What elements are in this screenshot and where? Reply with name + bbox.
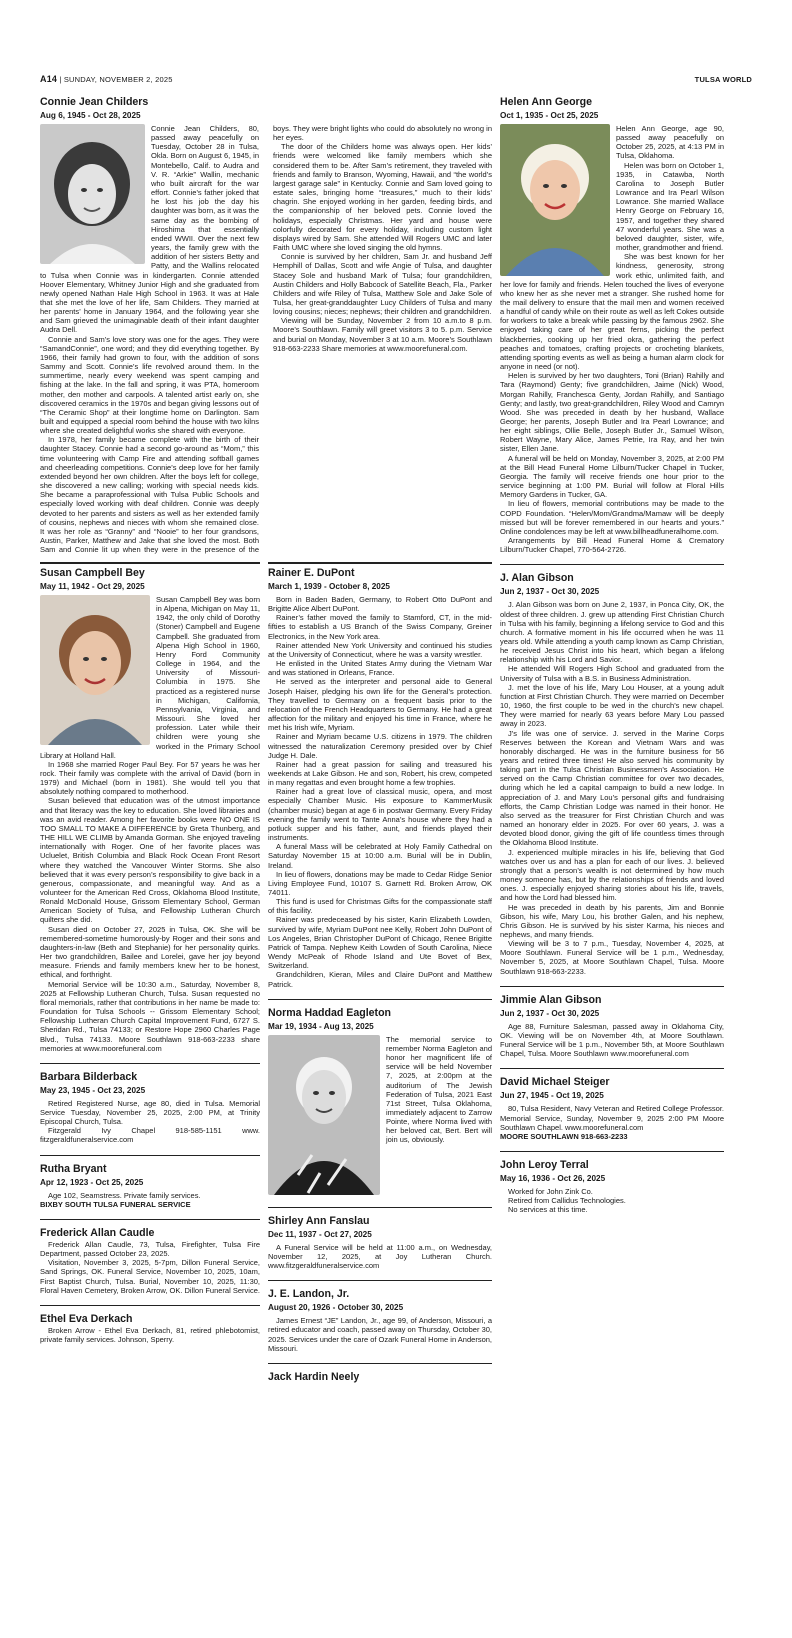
obit-fanslau bbox=[268, 1214, 492, 1270]
obit-name: Connie Jean Childers bbox=[40, 96, 149, 108]
column-2 bbox=[268, 566, 492, 1596]
divider bbox=[268, 999, 492, 1000]
obit-name: Ethel Eva Derkach bbox=[40, 1312, 133, 1325]
divider bbox=[40, 1305, 260, 1306]
obit-paragraph: J. Alan Gibson was born on June 2, 1937, in Ponca City, OK, the oldest of three children. J. grew up attending First Christian Church in Tulsa with his family, beginning a lifelong service to God and this church. A formative moment in his life occurred when he was 11 years old. While attending a youth camp known as Camp Christian, he received Jesus Christ into his heart, which began a lifelong relationship with his Lord and Savior. bbox=[500, 600, 724, 665]
obit-dates: May 11, 1942 - Oct 29, 2025 bbox=[40, 582, 145, 591]
obit-paragraph: Born in Baden Baden, Germany, to Robert Otto DuPont and Brigitte Alice Albert DuPont. bbox=[268, 595, 492, 614]
obit-bryant bbox=[40, 1162, 260, 1209]
obit-paragraph: Fitzgerald Ivy Chapel 918-585-1151 www. fitzgeraldfuneralservice.com bbox=[40, 1126, 260, 1145]
obit-paragraph: He was preceded in death by his parents, Jim and Bonnie Gibson, his wife, Mary Lou, his brother Galen, and his nephew, Chris Gibson. He is survived by his sister Karma, his nieces and nephews, and many friends. bbox=[500, 902, 724, 939]
separator: | bbox=[59, 75, 64, 84]
obit-paragraph: Age 88, Furniture Salesman, passed away in Oklahoma City, OK. Viewing will be on November 4th, at Moore Southlawn. Funeral Service will be 1 p.m., November 5th, at Moore Southlawn Chapel, Tulsa. Moore Southlawn www.moorefuneral.com bbox=[500, 1021, 724, 1059]
obit-paragraph: Age 102, Seamstress. Private family services. bbox=[48, 1190, 201, 1200]
obit-dates: Jun 2, 1937 - Oct 30, 2025 bbox=[500, 1008, 600, 1018]
obit-dupont bbox=[268, 566, 492, 989]
portrait-photo bbox=[268, 1035, 380, 1195]
obit-name: Jimmie Alan Gibson bbox=[500, 993, 602, 1006]
obit-dates: August 20, 1926 - October 30, 2025 bbox=[268, 1303, 404, 1313]
obit-paragraph: Arrangements by Bill Head Funeral Home & Crematory Lilburn/Tucker Chapel, 770-564-2726. bbox=[500, 536, 724, 555]
obit-paragraph: In lieu of flowers, donations may be made to Cedar Ridge Senior Living Employee Fund, 10107 S. Garnett Rd. Broken Arrow, OK 74011. bbox=[268, 869, 492, 897]
obit-paragraph: Rainer and Myriam became U.S. citizens in 1979. The children witnessed the naturalization Ceremony presided over by Chief Judge H. Dale. bbox=[268, 732, 492, 760]
obit-name: John Leroy Terral bbox=[500, 1159, 589, 1171]
obit-paragraph: Memorial Service will be 10:30 a.m., Saturday, November 8, 2025 at Fellowship Lutheran Church, Tulsa. Susan requested no floral memorials, rather that contributions in her name be made to: Foundation for Tulsa Schools -- Grissom Elementary School; Fellowship Lutheran Church Capital Improvement Fund, 6727 S. Sheridan Rd., Tulsa 74133; or Restore Hope 2960 Charles Page Blvd., Tulsa 74133. Moore Southlawn 918-663-2233 share memories at www.moorefuneral.com bbox=[40, 979, 260, 1053]
obit-paragraph: In 1978, her family became complete with the birth of their daughter Stacey. Connie had a second go-around as “Mom,” this time volunteering with Camp Fire and attending softball games and cheerleading competitions. Connie’s deep love for her family extended beyond her own children. After the boys left for college, she discovered a new calling; working with special needs kids. She became a paraprofessional with Tulsa Public Schools and especially loved working with deaf children. Connie was deeply devoted to her parents and sisters as well as her extended family of cousins, nephews and nieces with whom she remained close. It was her role as “Granny” and “Nooie” to her four grandsons, Austin, Parker, Matthew and Jake that she loved the most. Both Sam and Connie lit up when they were in the presence of the boys. They were bright lights who could do absolutely no wrong in her eyes. bbox=[40, 124, 492, 555]
divider bbox=[40, 1063, 260, 1064]
obit-dates: Jun 27, 1945 - Oct 19, 2025 bbox=[500, 1091, 604, 1101]
obit-paragraph: In 1968 she married Roger Paul Bey. For 57 years he was her rock. Their family was complete with the arrival of David (born in 1979) and Michael (born in 1981). She would tell you that absolutely nothing compared to motherhood. bbox=[40, 759, 260, 797]
portrait-photo bbox=[500, 124, 610, 276]
obit-paragraph: Rainer had a great passion for sailing and treasured his weekends at Lake Gibson. He and son, Robert, his crew, competed in many regattas and even brought home a few trophies. bbox=[268, 759, 492, 788]
obit-paragraph: Rainer had a great love of classical music, opera, and most especially Chamber Music. His exposure to KammerMusik (chamber music) began at age 6 in postwar Germany. Every Friday evening the family went to Tante Anna’s house where they had a potluck supper and his father, aunt, and friends played their instruments. bbox=[268, 787, 492, 843]
obit-paragraph: Retired Registered Nurse, age 80, died in Tulsa. Memorial Service Tuesday, November 25, 2025, 2:00 PM, at Trinity Episcopal Church, Tulsa. bbox=[40, 1098, 260, 1127]
obit-name: Frederick Allan Caudle bbox=[40, 1226, 155, 1239]
obit-paragraph: 80, Tulsa Resident, Navy Veteran and Retired College Professor. Memorial Service, Sunday, November 9, 2025 2:00 PM Moore Southlawn Chapel. www.moorefuneral.com bbox=[500, 1104, 724, 1132]
obit-childers bbox=[40, 95, 492, 560]
obit-bilderback bbox=[40, 1070, 260, 1145]
divider bbox=[40, 1155, 260, 1156]
obit-paragraph: Worked for John Zink Co. bbox=[508, 1187, 593, 1196]
obit-paragraph: She was best known for her kindness, generosity, strong work ethic, unlimited faith, and her love for family and friends. Helen touched the lives of everyone who knew her as she never met a stranger. She rushed home for the mail delivery to ensure that the mail men and women received a handful of candy while on their route as well as left Cokes outside for workers to take a break while passing by the famous 2962. She enjoyed taking care of her great ferns, picking the perfect blackberries, cooking up her fried okra, gathering the perfect peaches and tomatoes, crafting projects or crocheting blankets, attending sporting events as well as being a human alarm clock for anyone in need (or not). bbox=[500, 252, 724, 372]
obit-paragraph: He served as the interpreter and personal aide to General Joseph Haiser, pledging his own life for the General’s protection. They travelled to Germany on a frequent basis prior to the relocation of the French Headquarters to Germany. He had a great affection for the military and enjoyed his time in France, where he met his Irish wife, Myriam. bbox=[268, 677, 492, 733]
obit-paragraph: Broken Arrow - Ethel Eva Derkach, 81, retired phlebotomist, private family services. Johnson, Sperry. bbox=[40, 1325, 260, 1344]
obit-paragraph: Frederick Allan Caudle, 73, Tulsa, Firefighter, Tulsa Fire Department, passed October 23, 2025. bbox=[40, 1239, 260, 1259]
obit-paragraph: Connie Jean Childers, 80, passed away peacefully on Tuesday, October 28 in Tulsa, Okla. Born on August 6, 1945, in Montebello, Calif. to Audra and V. R. “Arkie” Wallin, mechanic who built aircraft for the war effort. Connie’s father joked that he lost his job the day his daughter was born, as it was the same day as the bombing of Hiroshima that essentially ended WWII. Over the next few years, the family grew with the addition of her sisters Betty and Patty, and the Wallins relocated to Tulsa when Connie was in kindergarten. Connie attended Hoover Elementary, Whitney Junior High and she graduated from newly opened Nathan Hale High School in 1963. It was at Hale that she met the love of her life, Sam Childers. They married at her parents’ home in January 1964, and the following year she and Sam grieved the unimaginable death of their infant daughter Audra Dell. bbox=[40, 124, 259, 335]
obit-bey bbox=[40, 566, 260, 1053]
obit-paragraph: He attended Will Rogers High School and graduated from the University of Tulsa with a B.S. in Business Administration. bbox=[500, 664, 724, 683]
obit-paragraph: Rainer was predeceased by his sister, Karin Elizabeth Lowden, survived by wife, Myriam DuPont nee Kelly, Robert John DuPont of Los Angeles, Brian Christopher DuPont of Chicago, Renee Brigitte Patrick of Tampa. Nephew Keith Lowden of South Carolina, Niece Wendy McPeak of Rhode Island and Ute Bovet of Bex, Switzerland. bbox=[268, 915, 492, 971]
obit-paragraph: Susan died on October 27, 2025 in Tulsa, OK. She will be remembered-sometime humorously-by Roger and their sons and daughters-in-law (Beth and Stephanie) for her personality quirks. Her two grandchildren, Bailee and Lorelei, gave her joy beyond measure. Friends and family members knew her to be honest, ethical, and forthright. bbox=[40, 924, 260, 980]
obit-eagleton bbox=[268, 1006, 492, 1197]
obit-dates: Jun 2, 1937 - Oct 30, 2025 bbox=[500, 587, 600, 597]
obit-dates: Oct 1, 1935 - Oct 25, 2025 bbox=[500, 111, 599, 120]
divider bbox=[40, 562, 260, 564]
obit-name: J. Alan Gibson bbox=[500, 572, 574, 585]
divider bbox=[500, 986, 724, 987]
divider bbox=[268, 562, 492, 564]
obit-paragraph: A Funeral Service will be held at 11:00 a.m., on Wednesday, November 12, 2025, at Joy Lutheran Church. www.fitzgeraldfuneralservice.com bbox=[268, 1242, 492, 1271]
obit-name: Shirley Ann Fanslau bbox=[268, 1214, 370, 1227]
obit-dates: Mar 19, 1934 - Aug 13, 2025 bbox=[268, 1021, 374, 1031]
column-3 bbox=[500, 95, 724, 1595]
funeral-home: MOORE SOUTHLAWN 918-663-2233 bbox=[500, 1131, 628, 1141]
obit-paragraph: Connie is survived by her children, Sam Jr. and husband Jeff Hemphill of Dallas, Scott and wife Angie of Tulsa, and daughter Stacey Sole and husband Mark of Tulsa; four grandchildren, Austin Childers and Holly Babcock of Satellite Beach, Fla., Parker Childers and wife Riley of Tulsa, Matthew Sole and Jake Sole of Tulsa, her great-granddaughter Lucy Childers of Tulsa and many loving cousins; nieces; nephews; their children and grandchildren. bbox=[273, 252, 492, 317]
obit-paragraph: Viewing will be Sunday, November 2 from 10 a.m.to 8 p.m. Moore’s Southlawn. Family will greet visitors 3 to 5. p.m. Service and burial on Monday, November 3 at 10 a.m. Moore’s Southlawn 918-663-2233 Share memories at www.moorefuneral.com. bbox=[273, 316, 492, 353]
obit-paragraph: The memorial service to remember Norma Eagleton and honor her magnificent life of service will be held November 7, 2025, at 2:00pm at the auditorium of The Jewish Federation of Tulsa, 2021 East 71st Street, Tulsa Oklahoma, immediately adjacent to Zarrow Pointe, where Norma lived with her beloved cat, Bert. Bert will join us, obviously. bbox=[386, 1034, 492, 1145]
issue-date: SUNDAY, NOVEMBER 2, 2025 bbox=[63, 75, 173, 84]
obit-dates: Dec 11, 1937 - Oct 27, 2025 bbox=[268, 1229, 372, 1239]
obit-landon bbox=[268, 1287, 492, 1353]
obit-name: Rainer E. DuPont bbox=[268, 567, 355, 579]
obit-paragraph: Retired from Callidus Technologies. bbox=[508, 1196, 626, 1206]
page-number: A14 bbox=[40, 74, 58, 84]
portrait-photo bbox=[40, 595, 150, 745]
obit-paragraph: Helen Ann George, age 90, passed away peacefully on October 25, 2025, at 4:13 PM in Tulsa, Oklahoma. bbox=[616, 124, 724, 161]
page-folio bbox=[40, 74, 752, 86]
obit-paragraph: Helen was born on October 1, 1935, in Catawba, North Carolina to Joseph Butler Lowrance and Ira Pearl Wilson Lowrance. She married Wallace Henry George on February 16, 1957, and together they shared 47 wonderful years. She was a beloved daughter, sister, wife, mother, grandmother and friend. bbox=[616, 160, 724, 253]
obit-name: Jack Hardin Neely bbox=[268, 1370, 360, 1383]
obit-dates: Apr 12, 1923 - Oct 25, 2025 bbox=[40, 1177, 144, 1187]
obit-derkach bbox=[40, 1312, 260, 1344]
obit-dates: Aug 6, 1945 - Oct 28, 2025 bbox=[40, 111, 141, 120]
obit-name: Norma Haddad Eagleton bbox=[268, 1006, 392, 1019]
obit-name: Barbara Bilderback bbox=[40, 1070, 138, 1083]
obit-name: David Michael Steiger bbox=[500, 1076, 610, 1089]
obit-neely bbox=[268, 1370, 492, 1384]
obit-steiger bbox=[500, 1075, 724, 1141]
obit-dates: May 16, 1936 - Oct 26, 2025 bbox=[500, 1174, 606, 1183]
obit-paragraph: Rainer’s father moved the family to Stamford, CT, in the mid-fifties to establish a US Branch of the Swiss Company, Greiner Electronics, in the New York area. bbox=[268, 613, 492, 641]
obit-paragraph: J’s life was one of service. J. served in the Marine Corps Reserves between the Korean and Vietnam Wars and was honorably discharged. He was in the furniture business for 56 years and retired three times! He also served his community by taking part in the Tulsa Christian Businessmen’s Association. He served on the Camp Christian committee for over two decades, during which he led a capital campaign to build a new lodge. In appreciation of J. and Mary Lou’s personal gifts and fundraising efforts, the Camp Christian Lodge was named in their honor. He also served as the treasurer for First Christian Church and was named an honorary elder in 2025. For over 60 years, J. was a devoted blood donor, giving the gift of life countless times through the Oklahoma Blood Institute. bbox=[500, 728, 724, 848]
obit-paragraph: He enlisted in the United States Army during the Vietnam War and was stationed in Orleans, France. bbox=[268, 659, 492, 678]
obit-paragraph: A funeral Mass will be celebrated at Holy Family Cathedral on Saturday November 15 at 10:00 a.m. Burial will be in Dublin, Ireland. bbox=[268, 842, 492, 870]
obit-paragraph: Susan Campbell Bey was born in Alpena, Michigan on May 11, 1942, the only child of Dorothy (Stoner) Campbell and Eugene Campbell. She graduated from Alpena High School in 1960, Henry Ford Community College in 1964, and the University of Missouri-Columbia in 1975. She practiced as a registered nurse in Michigan, California, Pennsylvania, Virginia, and Missouri. She loved her profession. Later while their children were young she worked in the Primary School Library at Holland Hall. bbox=[40, 595, 260, 760]
obit-paragraph: A funeral will be held on Monday, November 3, 2025, at 2:00 PM at the Bill Head Funeral Home Lilburn/Tucker Chapel in Tucker, Georgia. The family will receive friends one hour prior to the service beginning at 1:00 PM. Burial will follow at Floral Hills Memory Gardens in Tucker, GA. bbox=[500, 453, 724, 500]
funeral-home: BIXBY SOUTH TULSA FUNERAL SERVICE bbox=[40, 1199, 191, 1209]
obit-paragraph: Connie and Sam’s love story was one for the ages. They were “SamandConnie”, one word; and they did everything together. By 1966, their family had grown to four, with the addition of sons Sammy and Scott. Connie’s life revolved around them. In the summertime, nearly every weekend was spent camping and fishing at the lake. In the fall and spring, it was PTA, homeroom mother, den mother and carpools. A talented artist early on, she discovered ceramics in the 1970s and began giving lessons out of “The Ceramic Shop” at their longtime home on Darlington. Sam built and equipped a special room behind the house with two kilns where she created delightful works she shared with everyone. bbox=[40, 334, 259, 436]
divider bbox=[268, 1207, 492, 1208]
obit-paragraph: James Ernest “JE” Landon, Jr., age 99, of Anderson, Missouri, a retired educator and coach, passed away on Thursday, October 30, 2025. Services under the care of Ozark Funeral Home in Anderson, Missouri. bbox=[268, 1316, 492, 1353]
obit-paragraph: This fund is used for Christmas Gifts for the compassionate staff of this facility. bbox=[268, 897, 492, 916]
paper-name: TULSA WORLD bbox=[694, 75, 752, 84]
divider bbox=[500, 564, 724, 565]
obit-dates: May 23, 1945 - Oct 23, 2025 bbox=[40, 1085, 146, 1095]
obit-name: Rutha Bryant bbox=[40, 1162, 107, 1175]
divider bbox=[268, 1363, 492, 1364]
obit-paragraph: The door of the Childers home was always open. Her kids’ friends were welcomed like family members which she considered them to be. After Sam’s retirement, they traveled with friends and family to Branson, Wyoming, Hawaii, and “the world’s largest garage sale” in Kentucky. Connie and Sam loved going to estate sales, bringing home “treasures,” much to their kids’ chagrin. She enjoyed working in her garden, feeding birds, and the companionship of her beloved pets. Connie loved the holidays, especially Christmas. Her yard and house were colorfully decorated for every holiday, including custom light displays wired by Sam. She attended Will Rogers UMC and later Faith UMC where she loved singing the old hymns. bbox=[273, 142, 492, 253]
obit-jimmie-gibson bbox=[500, 993, 724, 1059]
obit-paragraph: Helen is survived by her two daughters, Toni (Brian) Rahilly and Tara (Raymond) Genty; five grandchildren, Jaime (Nick) Wood, Morgan Rahilly, Franchesca Genty, Jordan Rahilly, and Santiago Genty; and lastly, two great-grandchildren, Riley Wood and Camryn Wood. She was preceded in death by her husband, Wallace George; her parents, Joseph Butler and Ira Pearl Lowrance; and her eight siblings, Ollie Belle, Joseph Butler Jr., Samuel Wilson, Robert Wayne, Mary Alice, James Petrie, Ira Ray, and her twin sister, Ellen Jane. bbox=[500, 371, 724, 454]
divider bbox=[500, 1068, 724, 1069]
obit-paragraph: Viewing will be 3 to 7 p.m., Tuesday, November 4, 2025, at Moore Southlawn. Funeral Service will be 1 p.m., Wednesday, November 5, 2025, at Moore Southlawn Chapel, Tulsa. Moore Southlawn 918-663-2233. bbox=[500, 939, 724, 976]
column-1 bbox=[40, 566, 260, 1596]
obit-gibson bbox=[500, 571, 724, 975]
obit-terral bbox=[500, 1158, 724, 1214]
obit-paragraph: No services at this time. bbox=[508, 1205, 588, 1215]
obit-paragraph: In lieu of flowers, memorial contributions may be made to the COPD Foundation. “Helen/Mom/Grandma/Mamaw will be deeply missed but will be forever remembered in our hearts and yours.” Online condolences may be left at www.billheadfuneralhome.com. bbox=[500, 499, 724, 536]
obit-name: Susan Campbell Bey bbox=[40, 567, 145, 579]
obit-paragraph: Rainer attended New York University and continued his studies at the University of Connecticut, where he was a varsity wrestler. bbox=[268, 640, 492, 659]
obit-dates: March 1, 1939 - October 8, 2025 bbox=[268, 582, 390, 591]
obit-caudle bbox=[40, 1226, 260, 1295]
obit-name: Helen Ann George bbox=[500, 96, 593, 108]
obit-paragraph: J. experienced multiple miracles in his life, believing that God watches over us and has a plan for each of our lives. J. believed strongly that a person’s wealth is not determined by how much money someone has, but by the relationships of friends and loved ones. J. especially enjoyed sharing stories about his life, travels, and how the Lord had blessed him. bbox=[500, 847, 724, 903]
obit-paragraph: Visitation, November 3, 2025, 5-7pm, Dillon Funeral Service, Sand Springs, OK. Funeral Service, November 10, 2025, 10am, First Baptist Church, Tulsa. Burial, November 10, 2025, 11:30, Floral Haven Cemetery, Broken Arrow, OK. Dillon Funeral Service. bbox=[40, 1258, 260, 1295]
divider bbox=[500, 1151, 724, 1152]
obit-paragraph: Grandchildren, Kieran, Miles and Claire DuPont and Matthew Patrick. bbox=[268, 970, 492, 989]
divider bbox=[268, 1280, 492, 1281]
obit-paragraph: J. met the love of his life, Mary Lou Houser, at a young adult function at First Christian Church. They were married on December 10, 1960, the first couple to be wed in the church’s new chapel. They were married for nearly 63 years before Mary Lou passed away in 2023. bbox=[500, 682, 724, 729]
obit-george bbox=[500, 95, 724, 554]
obit-name: J. E. Landon, Jr. bbox=[268, 1288, 350, 1301]
obit-paragraph: Susan believed that education was of the utmost importance and that literacy was the key to education. She loved libraries and was an avid reader. Among her favorite books were NO ONE IS TOO SMALL TO MAKE A DIFFERENCE by Greta Thunberg, and THE HILL WE CLIMB by Amanda Gorman. She enjoyed traveling internationally with Roger. One of her favorite places was Ucluelet, British Columbia and Black Rock Ocean Front Resort where they watched the Vancouver Winter Storms. She also believed that it was every person’s responsibility to give back in a generous, compassionate, and meaningful way. And as a volunteer for the American Red Cross, Oklahoma Blood Institute, Ronald McDonald House, Grissom Elementary School, German American Society of Tulsa, and Fellowship Lutheran Church quilters she did. bbox=[40, 796, 260, 925]
portrait-photo bbox=[40, 124, 145, 264]
divider bbox=[40, 1219, 260, 1220]
